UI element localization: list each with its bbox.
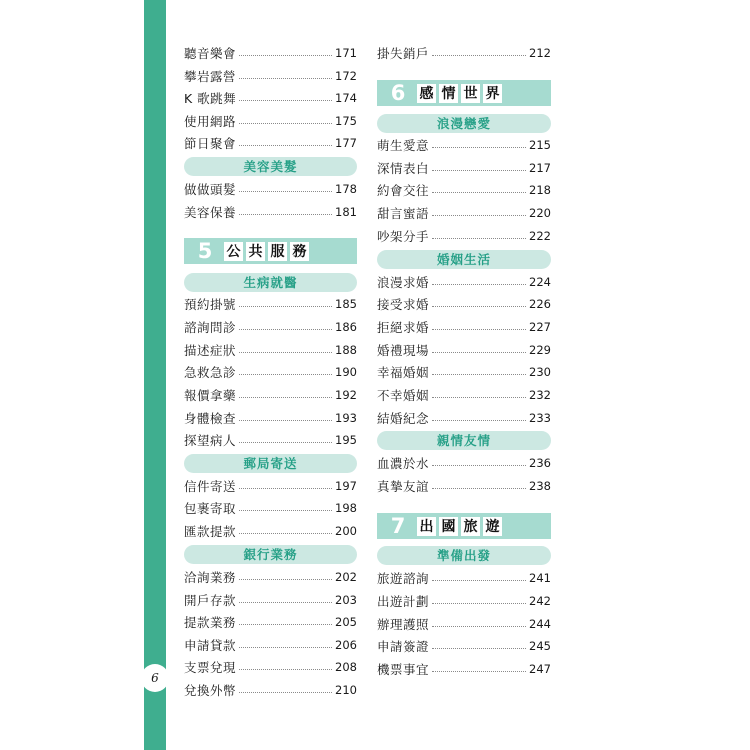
entry-title: 拒絕求婚 [377, 320, 430, 335]
entry-title: 提款業務 [184, 615, 237, 630]
toc-entry[interactable] [377, 340, 551, 360]
dot-leader [239, 533, 332, 534]
chapter-number: 6 [390, 81, 406, 105]
toc-entry[interactable] [377, 317, 551, 337]
section-subheading: 銀行業務 [184, 545, 357, 564]
entry-page-number: 188 [335, 343, 357, 357]
toc-entry[interactable] [377, 568, 551, 588]
entry-page-number: 192 [335, 388, 357, 402]
chapter-title [417, 517, 505, 536]
chapter-title-char: 情 [439, 84, 458, 103]
dot-leader [239, 602, 332, 603]
entry-title: 吵架分手 [377, 229, 430, 244]
entry-title: 結婚紀念 [377, 411, 430, 426]
entry-title: 辦理護照 [377, 617, 430, 632]
section-subheading: 郵局寄送 [184, 454, 357, 473]
entry-title: 使用網路 [184, 114, 237, 129]
entry-title: 兌換外幣 [184, 683, 237, 698]
chapter-title-char: 旅 [461, 517, 480, 536]
entry-page-number: 197 [335, 479, 357, 493]
toc-entry[interactable] [377, 180, 551, 200]
entry-page-number: 203 [335, 593, 357, 607]
dot-leader [239, 374, 332, 375]
dot-leader [432, 397, 526, 398]
entry-page-number: 190 [335, 365, 357, 379]
toc-entry[interactable] [184, 88, 357, 108]
entry-page-number: 181 [335, 205, 357, 219]
dot-leader [432, 147, 526, 148]
entry-page-number: 193 [335, 411, 357, 425]
toc-entry[interactable] [184, 202, 357, 222]
entry-title: 支票兌現 [184, 660, 237, 675]
dot-leader [239, 352, 332, 353]
dot-leader [432, 580, 526, 581]
chapter-title [224, 242, 312, 261]
dot-leader [239, 420, 332, 421]
entry-title: 諮詢問診 [184, 320, 237, 335]
section-subheading: 浪漫戀愛 [377, 114, 551, 133]
chapter-title-char: 服 [268, 242, 287, 261]
entry-page-number: 220 [529, 206, 551, 220]
entry-title: 探望病人 [184, 433, 237, 448]
entry-title: 描述症狀 [184, 343, 237, 358]
entry-title: 身體檢查 [184, 411, 237, 426]
entry-title: 真摯友誼 [377, 479, 430, 494]
chapter-title-char: 出 [417, 517, 436, 536]
entry-title: 預約掛號 [184, 297, 237, 312]
dot-leader [432, 603, 526, 604]
toc-entry[interactable] [377, 272, 551, 292]
toc-entry[interactable] [184, 680, 357, 700]
entry-title: 幸福婚姻 [377, 365, 430, 380]
dot-leader [432, 352, 526, 353]
entry-title: 做做頭髮 [184, 182, 237, 197]
entry-title: 申請貸款 [184, 638, 237, 653]
toc-entry[interactable] [377, 476, 551, 496]
chapter-title-char: 務 [290, 242, 309, 261]
entry-title: 節日聚會 [184, 136, 237, 151]
entry-title: 洽詢業務 [184, 570, 237, 585]
dot-leader [239, 624, 332, 625]
dot-leader [239, 100, 332, 101]
entry-page-number: 217 [529, 161, 551, 175]
entry-page-number: 205 [335, 615, 357, 629]
dot-leader [432, 238, 526, 239]
toc-entry[interactable] [184, 133, 357, 153]
chapter-number: 7 [390, 514, 406, 538]
toc-entry[interactable] [377, 659, 551, 679]
dot-leader [239, 306, 332, 307]
entry-title: 約會交往 [377, 183, 430, 198]
toc-entry[interactable] [184, 294, 357, 314]
entry-title: 不幸婚姻 [377, 388, 430, 403]
entry-page-number: 200 [335, 524, 357, 538]
chapter-header [377, 513, 551, 539]
entry-page-number: 177 [335, 136, 357, 150]
toc-entry[interactable] [184, 657, 357, 677]
entry-page-number: 242 [529, 594, 551, 608]
dot-leader [432, 626, 526, 627]
toc-entry[interactable] [184, 179, 357, 199]
toc-entry[interactable] [377, 135, 551, 155]
entry-page-number: 178 [335, 182, 357, 196]
entry-title: 出遊計劃 [377, 594, 430, 609]
dot-leader [239, 55, 332, 56]
dot-leader [239, 510, 332, 511]
entry-page-number: 202 [335, 570, 357, 584]
dot-leader [239, 397, 332, 398]
toc-entry[interactable] [184, 430, 357, 450]
dot-leader [432, 329, 526, 330]
toc-entry[interactable] [377, 453, 551, 473]
dot-leader [432, 671, 526, 672]
entry-page-number: 172 [335, 69, 357, 83]
dot-leader [432, 374, 526, 375]
chapter-title-char: 國 [439, 517, 458, 536]
entry-title: 申請簽證 [377, 639, 430, 654]
page-number: 6 [141, 664, 169, 692]
entry-page-number: 186 [335, 320, 357, 334]
entry-page-number: 222 [529, 229, 551, 243]
entry-page-number: 175 [335, 114, 357, 128]
entry-page-number: 233 [529, 411, 551, 425]
dot-leader [239, 488, 332, 489]
entry-page-number: 238 [529, 479, 551, 493]
entry-page-number: 195 [335, 433, 357, 447]
chapter-title [417, 84, 505, 103]
entry-title: 開戶存款 [184, 593, 237, 608]
toc-entry[interactable] [184, 612, 357, 632]
entry-title: 聽音樂會 [184, 46, 237, 61]
chapter-title-char: 世 [461, 84, 480, 103]
dot-leader [239, 145, 332, 146]
entry-title: 掛失銷戶 [377, 46, 430, 61]
toc-entry[interactable] [377, 591, 551, 611]
toc-entry[interactable] [184, 340, 357, 360]
entry-page-number: 206 [335, 638, 357, 652]
chapter-title-char: 感 [417, 84, 436, 103]
dot-leader [432, 170, 526, 171]
entry-title: 血濃於水 [377, 456, 430, 471]
section-subheading: 親情友情 [377, 431, 551, 450]
entry-title: K 歌跳舞 [184, 91, 237, 106]
toc-entry[interactable] [184, 521, 357, 541]
entry-title: 萌生愛意 [377, 138, 430, 153]
dot-leader [432, 284, 526, 285]
entry-page-number: 185 [335, 297, 357, 311]
dot-leader [239, 579, 332, 580]
dot-leader [432, 648, 526, 649]
toc-entry[interactable] [377, 43, 551, 63]
entry-title: 接受求婚 [377, 297, 430, 312]
toc-entry[interactable] [377, 203, 551, 223]
entry-page-number: 208 [335, 660, 357, 674]
toc-entry[interactable] [377, 294, 551, 314]
entry-page-number: 241 [529, 571, 551, 585]
entry-title: 匯款提款 [184, 524, 237, 539]
entry-title: 包裹寄取 [184, 501, 237, 516]
entry-page-number: 244 [529, 617, 551, 631]
entry-title: 婚禮現場 [377, 343, 430, 358]
toc-entry[interactable] [377, 408, 551, 428]
toc-entry[interactable] [377, 158, 551, 178]
chapter-header [184, 238, 357, 264]
toc-entry[interactable] [184, 385, 357, 405]
dot-leader [239, 191, 332, 192]
entry-page-number: 245 [529, 639, 551, 653]
toc-entry[interactable] [184, 635, 357, 655]
dot-leader [432, 215, 526, 216]
section-subheading: 生病就醫 [184, 273, 357, 292]
entry-page-number: 210 [335, 683, 357, 697]
entry-page-number: 218 [529, 183, 551, 197]
entry-page-number: 198 [335, 501, 357, 515]
toc-entry[interactable] [377, 385, 551, 405]
toc-entry[interactable] [377, 614, 551, 634]
entry-page-number: 226 [529, 297, 551, 311]
chapter-header [377, 80, 551, 106]
toc-entry[interactable] [184, 408, 357, 428]
section-subheading: 婚姻生活 [377, 250, 551, 269]
chapter-title-char: 共 [246, 242, 265, 261]
entry-page-number: 215 [529, 138, 551, 152]
entry-page-number: 232 [529, 388, 551, 402]
chapter-title-char: 界 [483, 84, 502, 103]
dot-leader [239, 214, 332, 215]
side-stripe [144, 0, 166, 750]
section-subheading: 準備出發 [377, 546, 551, 565]
dot-leader [432, 465, 526, 466]
toc-entry[interactable] [184, 317, 357, 337]
entry-page-number: 224 [529, 275, 551, 289]
dot-leader [239, 692, 332, 693]
toc-entry[interactable] [184, 567, 357, 587]
toc-entry[interactable] [377, 636, 551, 656]
toc-entry[interactable] [184, 111, 357, 131]
chapter-number: 5 [197, 239, 213, 263]
entry-page-number: 230 [529, 365, 551, 379]
chapter-title-char: 遊 [483, 517, 502, 536]
entry-page-number: 174 [335, 91, 357, 105]
toc-entry[interactable] [184, 590, 357, 610]
entry-title: 報價拿藥 [184, 388, 237, 403]
entry-page-number: 171 [335, 46, 357, 60]
toc-entry[interactable] [184, 362, 357, 382]
entry-title: 甜言蜜語 [377, 206, 430, 221]
entry-title: 深情表白 [377, 161, 430, 176]
toc-entry[interactable] [184, 43, 357, 63]
entry-title: 急救急診 [184, 365, 237, 380]
section-subheading: 美容美髮 [184, 157, 357, 176]
toc-entry[interactable] [377, 362, 551, 382]
entry-title: 信件寄送 [184, 479, 237, 494]
toc-entry[interactable] [184, 66, 357, 86]
entry-title: 攀岩露營 [184, 69, 237, 84]
entry-title: 浪漫求婚 [377, 275, 430, 290]
entry-page-number: 247 [529, 662, 551, 676]
entry-title: 機票事宜 [377, 662, 430, 677]
dot-leader [432, 420, 526, 421]
toc-entry[interactable] [184, 476, 357, 496]
chapter-title-char: 公 [224, 242, 243, 261]
entry-page-number: 227 [529, 320, 551, 334]
toc-entry[interactable] [377, 226, 551, 246]
dot-leader [432, 306, 526, 307]
entry-title: 美容保養 [184, 205, 237, 220]
dot-leader [432, 488, 526, 489]
toc-entry[interactable] [184, 498, 357, 518]
dot-leader [432, 192, 526, 193]
dot-leader [239, 123, 332, 124]
entry-page-number: 212 [529, 46, 551, 60]
dot-leader [239, 329, 332, 330]
dot-leader [239, 442, 332, 443]
entry-page-number: 236 [529, 456, 551, 470]
dot-leader [239, 78, 332, 79]
dot-leader [432, 55, 526, 56]
dot-leader [239, 647, 332, 648]
entry-title: 旅遊諮詢 [377, 571, 430, 586]
entry-page-number: 229 [529, 343, 551, 357]
dot-leader [239, 669, 332, 670]
